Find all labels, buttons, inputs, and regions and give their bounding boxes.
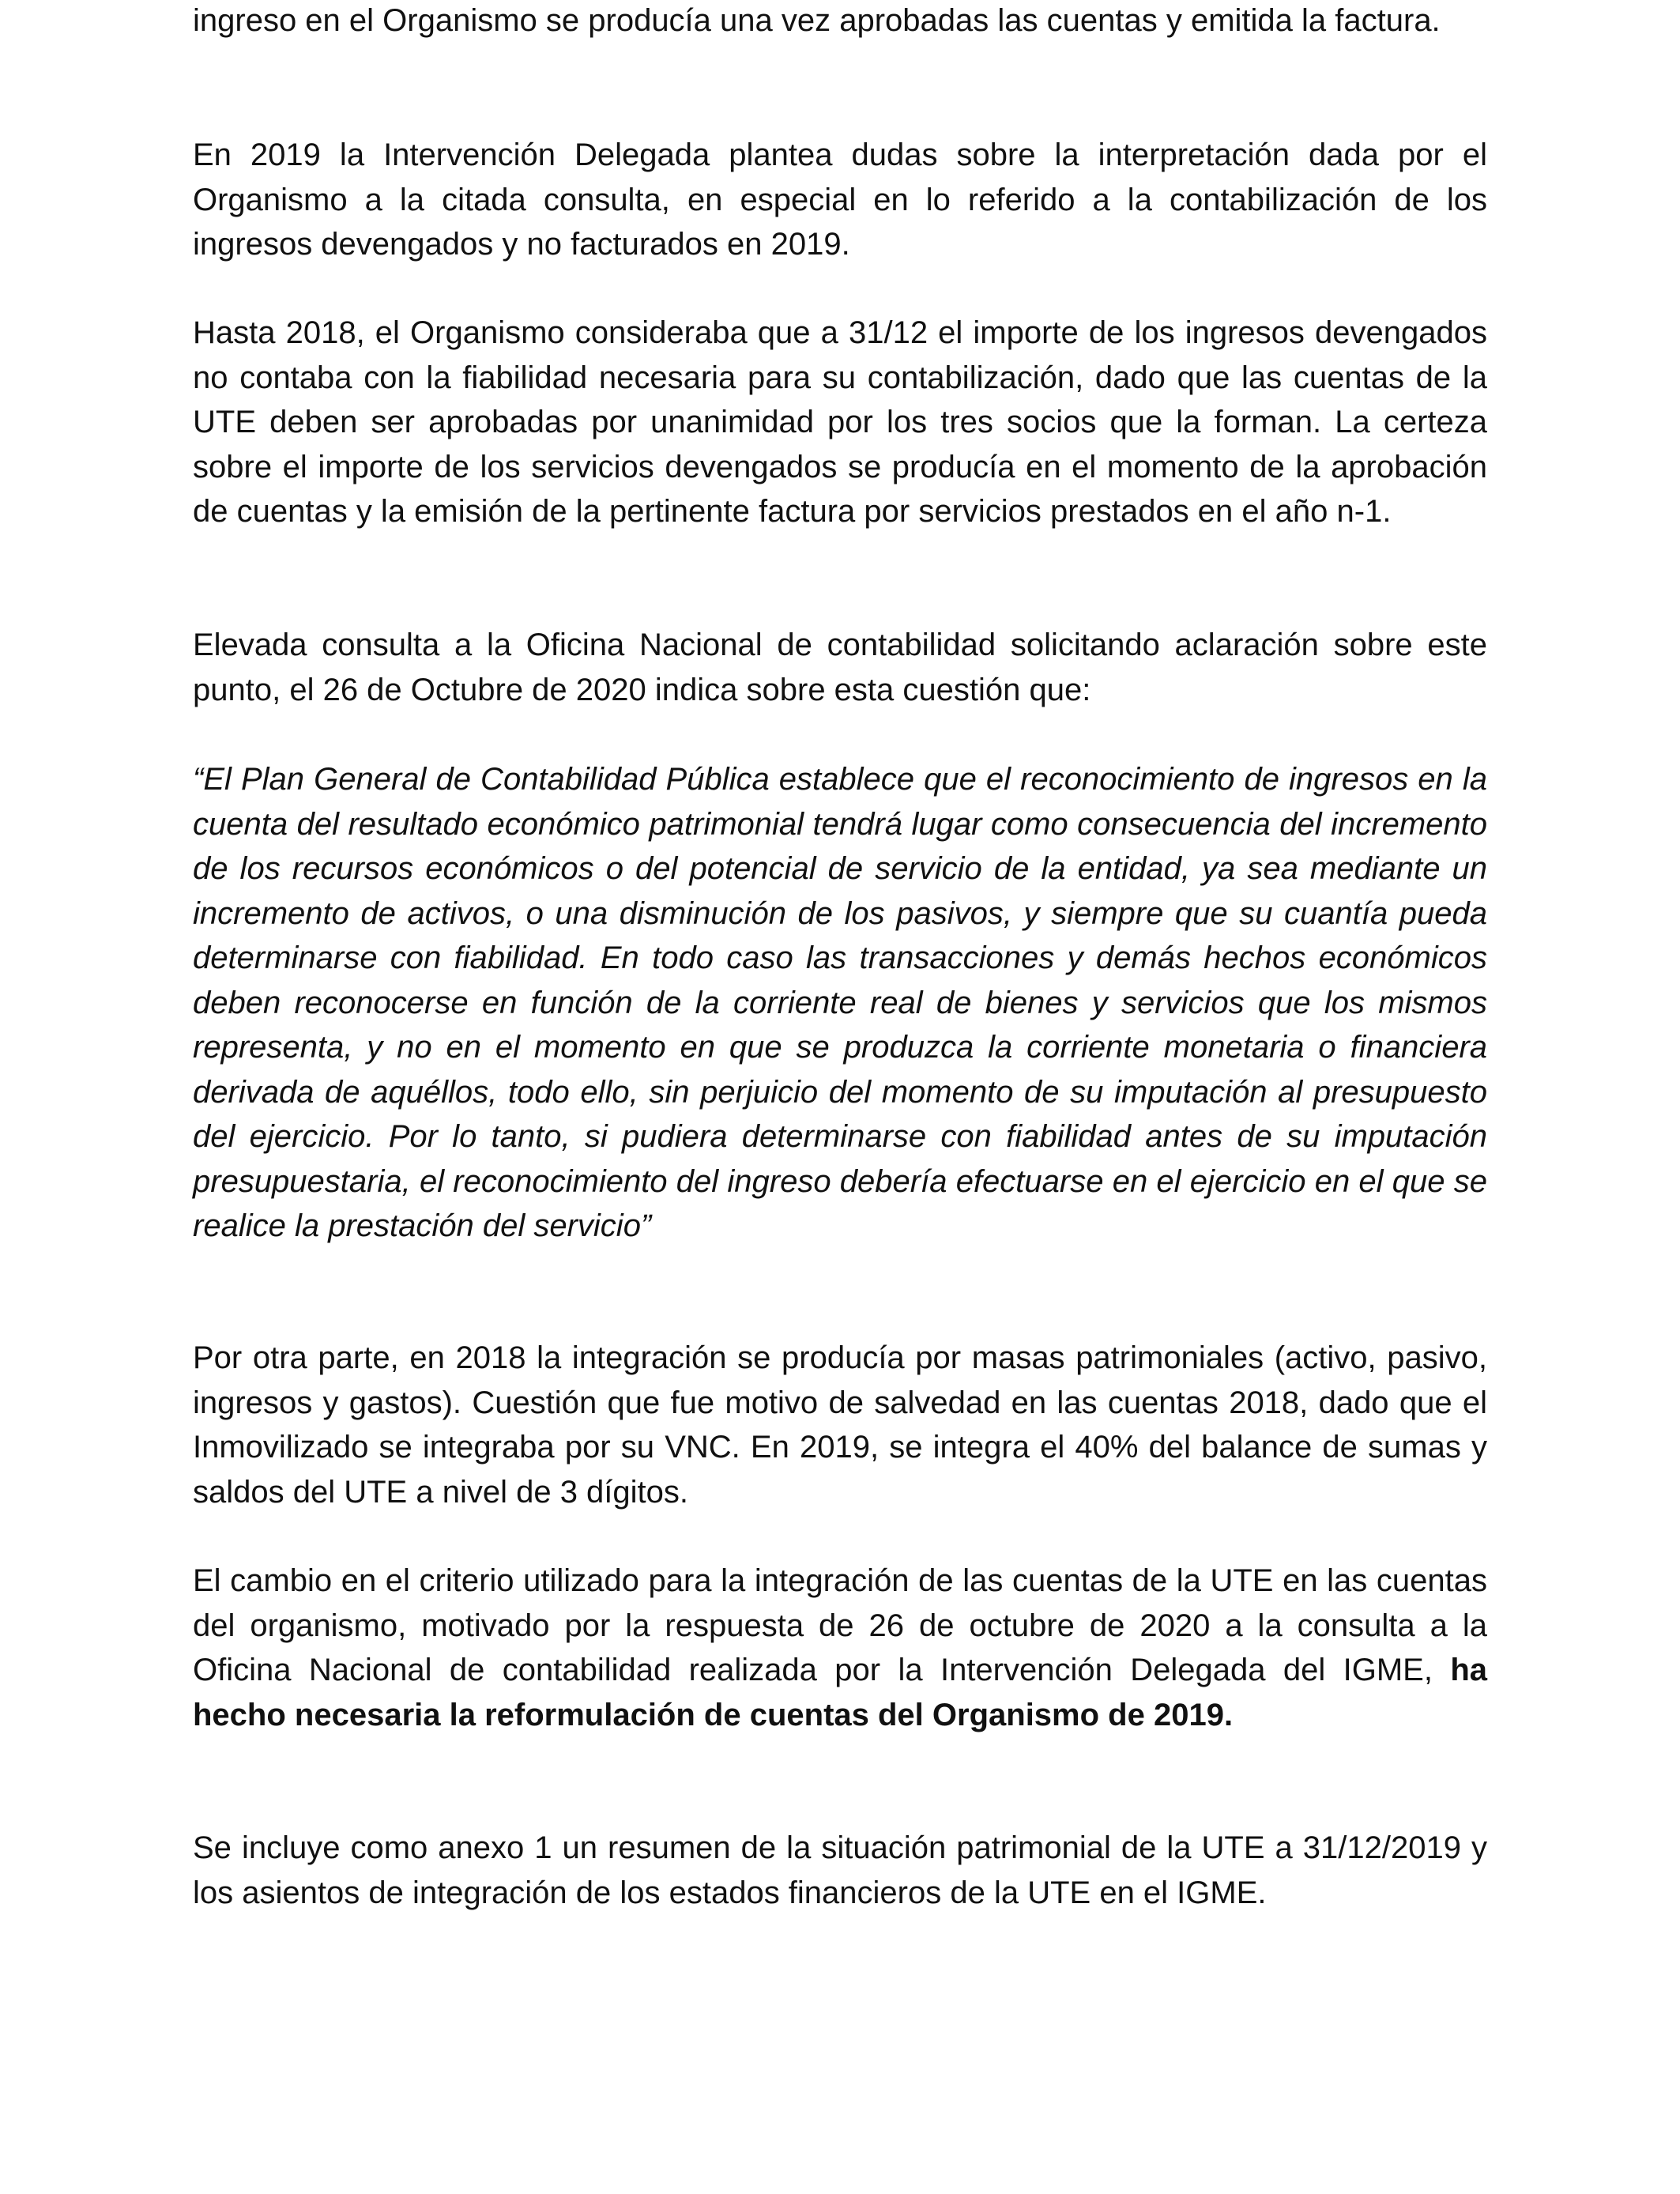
paragraph-hasta-2018 (193, 311, 1487, 534)
paragraph-text: ingreso en el Organismo se producía una vez aprobadas las cuentas y emitida la factura. (193, 3, 1441, 38)
paragraph-text: Se incluye como anexo 1 un resumen de la situación patrimonial de la UTE a 31/12/2019 y los asientos de integración de los estados financieros de la UTE en el IGME. (193, 1830, 1487, 1910)
paragraph-text: Por otra parte, en 2018 la integración se producía por masas patrimoniales (activo, pasivo, ingresos y gastos). Cuestión que fue motivo de salvedad en las cuentas 2018, dado que el Inmovilizado se integraba por su VNC. En 2019, se integra el 40% del balance de sumas y saldos del UTE a nivel de 3 dígitos. (193, 1340, 1487, 1510)
quoted-paragraph-plan-general (193, 757, 1487, 1249)
bold-conclusion-text: ha hecho necesaria la reformulación de cuentas del Organismo de 2019. (193, 1653, 1487, 1732)
paragraph-intervencion-delegada (193, 133, 1487, 267)
paragraph-text: Elevada consulta a la Oficina Nacional de contabilidad solicitando aclaración sobre este punto, el 26 de Octubre de 2020 indica sobre esta cuestión que: (193, 628, 1487, 707)
paragraph-text: Hasta 2018, el Organismo consideraba que a 31/12 el importe de los ingresos devengados no contaba con la fiabilidad necesaria para su contabilización, dado que las cuentas de la UTE deben ser aprobadas por unanimidad por los tres socios que la forman. La certeza sobre el importe de los servicios devengados se producía en el momento de la aprobación de cuentas y la emisión de la pertinente factura por servicios prestados en el año n-1. (193, 315, 1487, 529)
paragraph-cambio-criterio (193, 1559, 1487, 1737)
paragraph-ingreso-factura (193, 0, 1487, 43)
paragraph-text: En 2019 la Intervención Delegada plantea dudas sobre la interpretación dada por el Organismo a la citada consulta, en especial en lo referido a la contabilización de los ingresos devengados y no facturados en 2019. (193, 138, 1487, 262)
paragraph-text: El cambio en el criterio utilizado para la integración de las cuentas de la UTE en las cuentas del organismo, motivado por la respuesta de 26 de octubre de 2020 a la consulta a la Oficina Nacional de contabilidad realizada por la Intervención Delegada del IGME, (193, 1563, 1487, 1687)
quote-text: “El Plan General de Contabilidad Pública establece que el reconocimiento de ingresos en la cuenta del resultado económico patrimonial tendrá lugar como consecuencia del incremento de los recursos económicos o del potencial de servicio de la entidad, ya sea mediante un incremento de activos, o una disminución de los pasivos, y siempre que su cuantía pueda determinarse con fiabilidad. En todo caso las transacciones y demás hechos económicos deben reconocerse en función de la corriente real de bienes y servicios que los mismos representa, y no en el momento en que se produzca la corriente monetaria o financiera derivada de aquéllos, todo ello, sin perjuicio del momento de su imputación al presupuesto del ejercicio. Por lo tanto, si pudiera determinarse con fiabilidad antes de su imputación presupuestaria, el reconocimiento del ingreso debería efectuarse en el ejercicio en el que se realice la prestación del servicio” (193, 762, 1487, 1243)
paragraph-por-otra-parte (193, 1336, 1487, 1514)
paragraph-elevada-consulta (193, 623, 1487, 712)
paragraph-anexo (193, 1826, 1487, 1915)
